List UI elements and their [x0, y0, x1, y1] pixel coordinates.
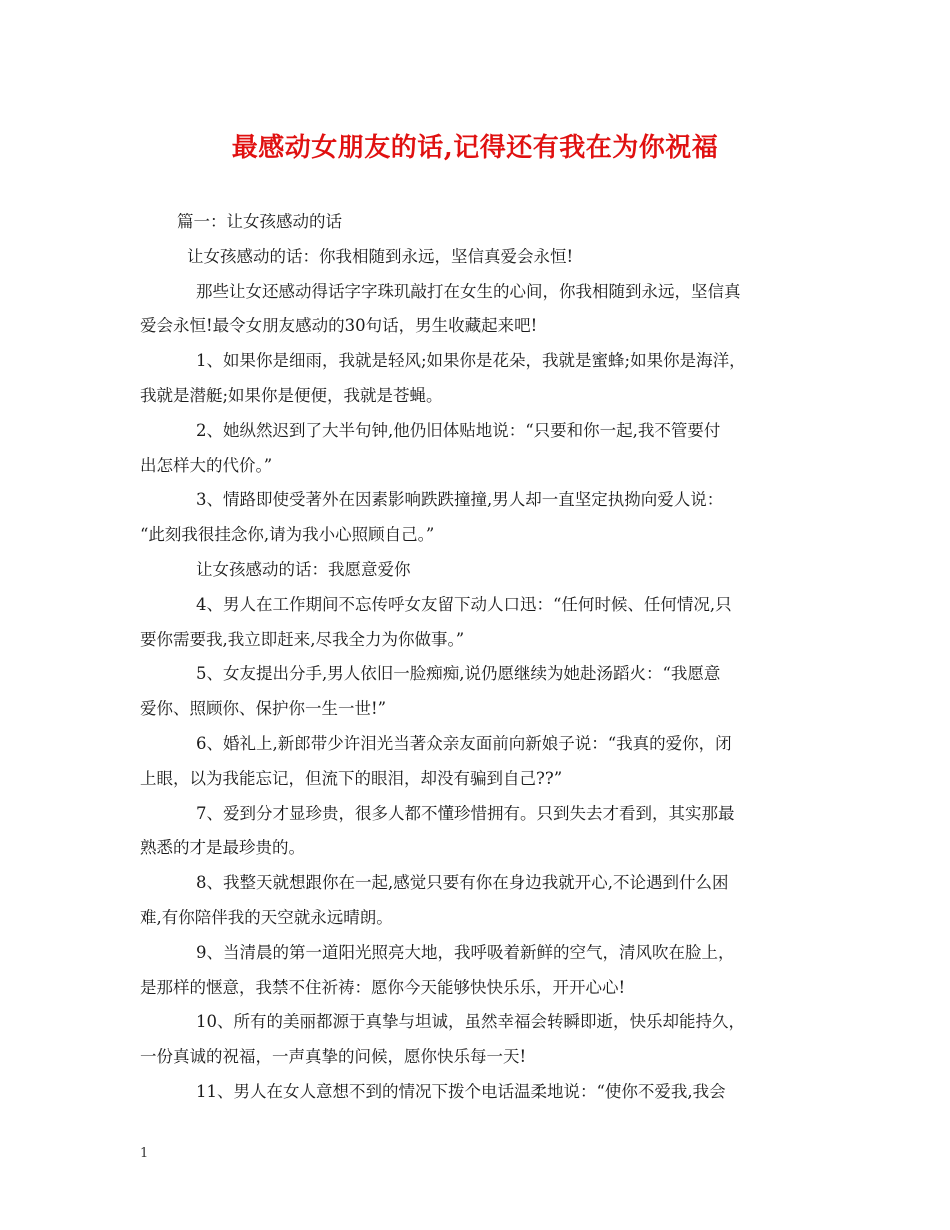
- paragraph-line: 5、女友提出分手,男人依旧一脸痴痴,说仍愿继续为她赴汤蹈火：“我愿意: [196, 664, 721, 684]
- paragraph-line: 10、所有的美丽都源于真挚与坦诚，虽然幸福会转瞬即逝，快乐却能持久，: [196, 1012, 745, 1032]
- page-number: 1: [140, 1146, 149, 1161]
- paragraph-line: 是那样的惬意，我禁不住祈祷：愿你今天能够快快乐乐，开开心心!: [140, 977, 626, 997]
- document-title: 最感动女朋友的话,记得还有我在为你祝福: [231, 133, 719, 163]
- paragraph-line: 2、她纵然迟到了大半句钟,他仍旧体贴地说：“只要和你一起,我不管要付: [196, 420, 721, 440]
- section-heading: 篇一：让女孩感动的话: [177, 212, 342, 231]
- paragraph-line: 4、男人在工作期间不忘传呼女友留下动人口迅：“任何时候、任何情况,只: [196, 594, 732, 614]
- paragraph-line: “此刻我很挂念你,请为我小心照顾自己。”: [140, 525, 435, 545]
- paragraph-line: 爱会永恒!最令女朋友感动的30句话，男生收藏起来吧!: [140, 316, 538, 336]
- subheading: 让女孩感动的话：你我相随到永远，坚信真爱会永恒!: [187, 246, 574, 266]
- paragraph-line: 熟悉的才是最珍贵的。: [140, 838, 305, 858]
- paragraph-line: 上眼，以为我能忘记，但流下的眼泪，却没有骗到自己??”: [140, 768, 563, 788]
- paragraph-line: 6、婚礼上,新郎带少许泪光当著众亲友面前向新娘子说：“我真的爱你，闭: [196, 733, 732, 753]
- subheading: 让女孩感动的话：我愿意爱你: [196, 559, 411, 579]
- paragraph-line: 我就是潜艇;如果你是便便，我就是苍蝇。: [140, 385, 443, 405]
- paragraph-line: 11、男人在女人意想不到的情况下拨个电话温柔地说：“使你不爱我,我会: [196, 1081, 726, 1101]
- paragraph-line: 那些让女还感动得话字字珠玑敲打在女生的心间，你我相随到永远，坚信真: [196, 281, 741, 301]
- paragraph-line: 3、情路即使受著外在因素影响跌跌撞撞,男人却一直坚定执拗向爱人说：: [196, 490, 724, 510]
- paragraph-line: 爱你、照顾你、保护你一生一世!”: [140, 699, 387, 719]
- paragraph-line: 要你需要我,我立即赶来,尽我全力为你做事。”: [140, 629, 465, 649]
- paragraph-line: 1、如果你是细雨，我就是轻风;如果你是花朵，我就是蜜蜂;如果你是海洋，: [196, 351, 746, 371]
- paragraph-line: 难,有你陪伴我的天空就永远晴朗。: [140, 907, 393, 927]
- document-body: [140, 205, 815, 1110]
- paragraph-line: 9、当清晨的第一道阳光照亮大地，我呼吸着新鲜的空气，清风吹在脸上，: [196, 942, 735, 962]
- paragraph-line: 7、爱到分才显珍贵，很多人都不懂珍惜拥有。只到失去才看到，其实那最: [196, 803, 735, 823]
- paragraph-line: 一份真诚的祝福，一声真挚的问候，愿你快乐每一天!: [140, 1047, 527, 1067]
- paragraph-line: 出怎样大的代价。”: [140, 455, 273, 475]
- paragraph-line: 8、我整天就想跟你在一起,感觉只要有你在身边我就开心,不论遇到什么困: [196, 873, 729, 893]
